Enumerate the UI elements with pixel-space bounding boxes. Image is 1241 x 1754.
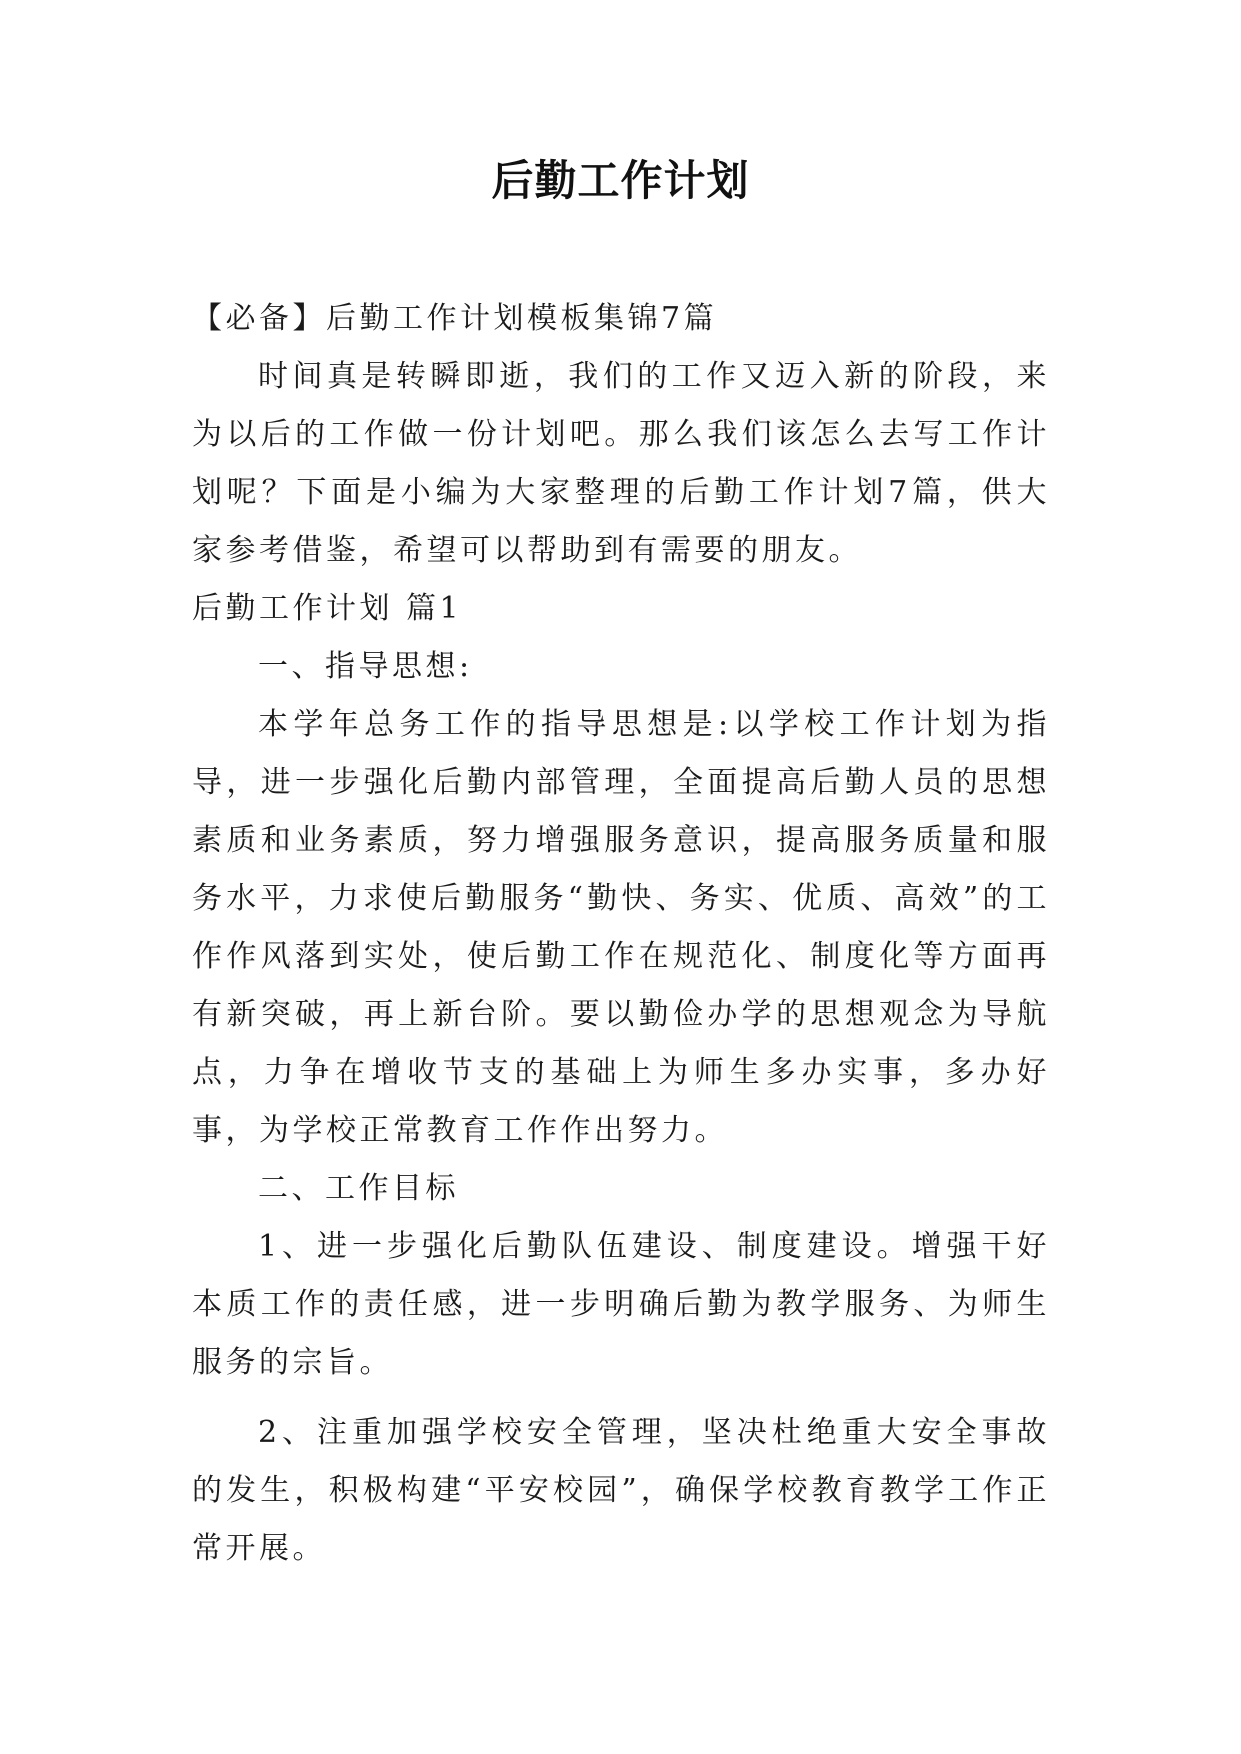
heading-guiding-ideology: 一、指导思想: [258,649,473,684]
guiding-ideology-paragraph: 本学年总务工作的指导思想是:以学校工作计划为指导，进一步强化后勤内部管理，全面提高后勤人员的思想素质和业务素质，努力增强服务意识，提高服务质量和服务水平，力求使后勤服务“勤快、务实、优质、高效”的工作作风落到实处，使后勤工作在规范化、制度化等方面再有新突破，再上新台阶。要以勤俭办学的思想观念为导航点，力争在增收节支的基础上为师生多办实事，多办好事，为学校正常教育工作作出努力。 [192,707,1050,1148]
work-goal-item-1: 1、进一步强化后勤队伍建设、制度建设。增强干好本质工作的责任感，进一步明确后勤为教学服务、为师生服务的宗旨。 [192,1229,1050,1380]
document-title: 后勤工作计划 [491,156,750,205]
heading-work-goals: 二、工作目标 [258,1171,459,1206]
work-goal-item-2: 2、注重加强学校安全管理，坚决杜绝重大安全事故的发生，积极构建“平安校园”，确保学校教育教学工作正常开展。 [192,1415,1050,1566]
document-body [192,290,1050,1578]
document-subtitle: 【必备】后勤工作计划模板集锦7篇 [192,301,718,336]
section-heading: 后勤工作计划 篇1 [192,591,463,626]
intro-paragraph: 时间真是转瞬即逝，我们的工作又迈入新的阶段，来为以后的工作做一份计划吧。那么我们该怎么去写工作计划呢？下面是小编为大家整理的后勤工作计划7篇，供大家参考借鉴，希望可以帮助到有需要的朋友。 [192,359,1050,568]
